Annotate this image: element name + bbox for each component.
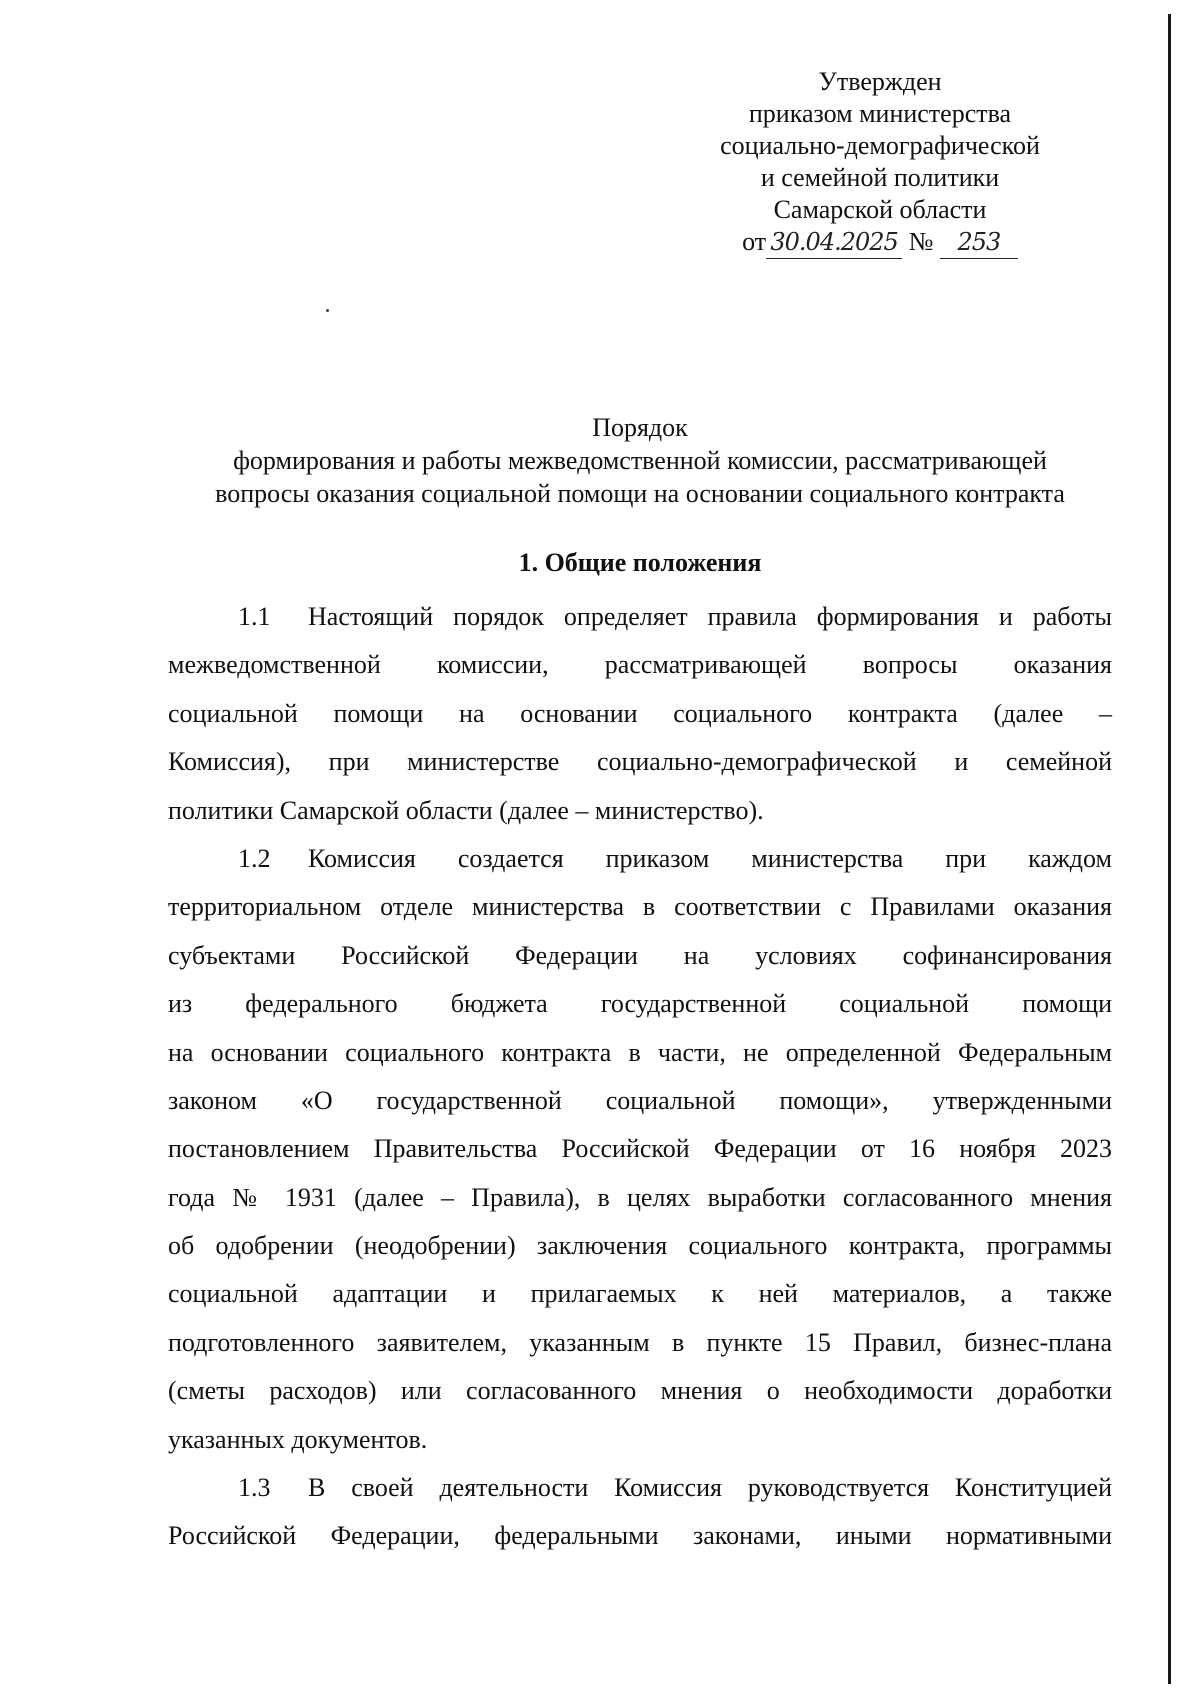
title-line: Порядок [592, 413, 688, 442]
title-line: вопросы оказания социальной помощи на основании социального контракта [215, 479, 1065, 508]
approval-line: Утвержден [818, 67, 942, 96]
paragraph-line: социальной помощи на основании социального контракта (далее – [168, 698, 1112, 728]
paragraph-number: 1.1 [238, 602, 271, 631]
handwritten-number: 253 [940, 226, 1018, 259]
date-prefix: от [742, 227, 767, 256]
document-body [168, 593, 1112, 1561]
paragraph-1-2 [168, 835, 1112, 1464]
paragraph-line: субъектами Российской Федерации на условиях софинансирования [168, 940, 1112, 970]
paragraph-number: 1.2 [238, 843, 271, 873]
paragraph-line: Комиссия), при министерстве социально-демографической и семейной [168, 747, 1112, 777]
paragraph-1-3 [168, 1464, 1112, 1561]
paragraph-line: (сметы расходов) или согласованного мнения о необходимости доработки [168, 1376, 1112, 1406]
approval-line: приказом министерства [748, 99, 1012, 128]
approval-line: Самарской области [773, 195, 987, 224]
section-heading: 1. Общие положения [518, 548, 762, 577]
paragraph-line: из федерального бюджета государственной социальной помощи [168, 989, 1112, 1019]
paragraph-line: года № 1931 (далее – Правила), в целях выработки согласованного мнения [168, 1182, 1112, 1212]
paragraph-line: на основании социального контракта в части, не определенной Федеральным [168, 1037, 1112, 1067]
paragraph-line: социальной адаптации и прилагаемых к ней материалов, а также [168, 1279, 1112, 1309]
paragraph-number: 1.3 [238, 1473, 271, 1503]
number-prefix: № [908, 227, 934, 256]
approval-stamp-block [690, 66, 1070, 259]
document-title [150, 411, 1130, 510]
paragraph-line: Российской Федерации, федеральными законами, иными нормативными [168, 1521, 1112, 1551]
approval-line: социально-демографической [720, 131, 1040, 160]
approval-date-number-line [690, 226, 1070, 259]
paragraph-line: 1.3 В своей деятельности Комиссия руководствуется Конституцией [168, 1464, 1112, 1512]
paragraph-line: территориальном отделе министерства в соответствии с Правилами оказания [168, 892, 1112, 922]
paragraph-line: законом «О государственной социальной помощи», утвержденными [168, 1085, 1112, 1115]
paragraph-line: межведомственной комиссии, рассматривающей вопросы оказания [168, 650, 1112, 680]
paragraph-line: 1.2 Комиссия создается приказом министерства при каждом [168, 835, 1112, 883]
paragraph-1-1 [168, 593, 1112, 835]
paragraph-line: постановлением Правительства Российской Федерации от 16 ноября 2023 [168, 1134, 1112, 1164]
paragraph-line: 1.1 Настоящий порядок определяет правила формирования и работы [168, 593, 1112, 641]
handwritten-date: 30.04.2025 [766, 226, 902, 259]
scan-edge-line [1168, 14, 1171, 1684]
scan-speck [326, 309, 329, 312]
approval-line: и семейной политики [760, 163, 1000, 192]
paragraph-line: указанных документов. [168, 1424, 428, 1454]
paragraph-line: политики Самарской области (далее – министерство). [168, 795, 764, 825]
paragraph-line: подготовленного заявителем, указанным в пункте 15 Правил, бизнес-плана [168, 1327, 1112, 1357]
title-line: формирования и работы межведомственной комиссии, рассматривающей [233, 446, 1047, 475]
paragraph-line: об одобрении (неодобрении) заключения социального контракта, программы [168, 1231, 1112, 1261]
